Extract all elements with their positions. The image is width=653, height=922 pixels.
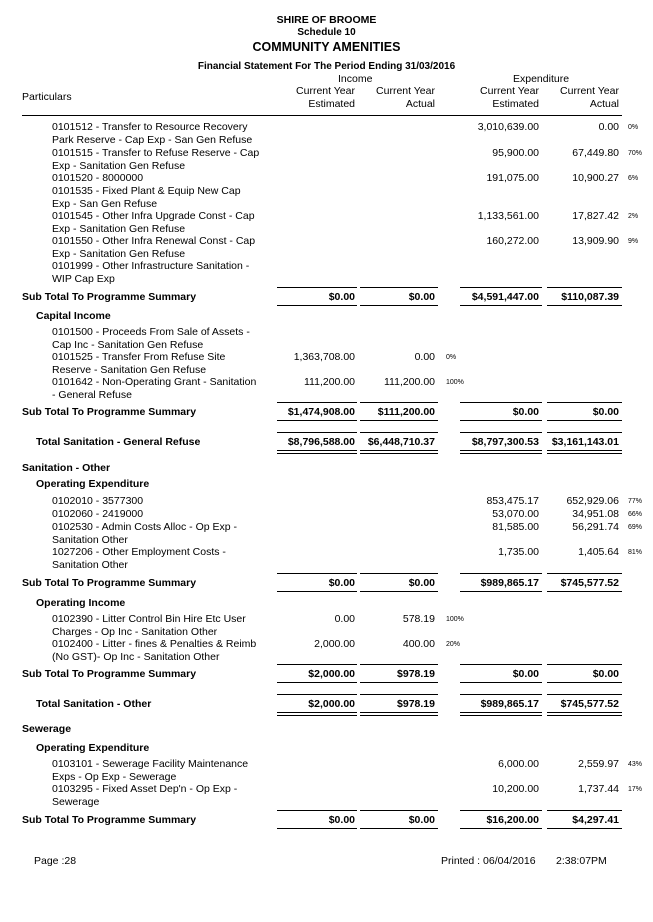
inc-pct-percent: 0% [446, 354, 457, 361]
inc-pct-percent: 20% [446, 641, 461, 648]
subtotal-top-rule [547, 287, 622, 288]
statement-title: Financial Statement For The Period Ending 31/03/2016 [197, 61, 456, 72]
subtotal-top-rule [360, 573, 438, 574]
subtotal-bottom-rule [547, 828, 622, 829]
exp-pct-percent: 77% [628, 498, 643, 505]
account-description: 0101545 - Other Infra Upgrade Const - Cap [52, 210, 255, 222]
header-current-year: Current Year [296, 85, 355, 97]
exp-act-value: $110,087.39 [561, 291, 619, 303]
account-description: Exp - Sanitation Gen Refuse [52, 247, 186, 260]
income-estimated-header [296, 85, 355, 111]
exp-est-value: 853,475.17 [486, 495, 539, 507]
exp-est-value: $989,865.17 [480, 698, 539, 710]
exp-act-value: 10,900.27 [572, 172, 619, 184]
expenditure-group-header: Expenditure [513, 73, 570, 85]
account-description: 0102010 - 3577300 [52, 495, 144, 507]
subtotal-bottom-rule [277, 591, 357, 592]
exp-est-value: 95,900.00 [492, 147, 539, 159]
subtotal-bottom-rule [547, 420, 622, 421]
subtotal-bottom-rule [547, 591, 622, 592]
account-description: WIP Cap Exp [52, 272, 115, 285]
header-current-year: Current Year [560, 85, 619, 97]
subtotal-bottom-rule [360, 682, 438, 683]
inc-est-value: $0.00 [328, 291, 355, 303]
header-actual: Actual [589, 98, 619, 110]
account-description: Exp - Sanitation Gen Refuse [52, 159, 186, 172]
inc-est-value: 0.00 [334, 613, 355, 625]
subtotal-top-rule [547, 810, 622, 811]
exp-pct-percent: 66% [628, 511, 643, 518]
exp-est-value: 160,272.00 [486, 235, 539, 247]
inc-est-value: $0.00 [328, 814, 355, 826]
inc-act-value: 0.00 [414, 351, 435, 363]
inc-act-value: $111,200.00 [377, 406, 435, 418]
subtotal-bottom-rule [460, 305, 542, 306]
subtotal-label: Sub Total To Programme Summary [22, 406, 197, 418]
subtotal-bottom-rule [360, 828, 438, 829]
exp-pct-percent: 2% [628, 213, 639, 220]
inc-est-value: 2,000.00 [314, 638, 355, 650]
subtotal-bottom-rule [360, 712, 438, 716]
exp-pct-percent: 69% [628, 524, 643, 531]
subtotal-bottom-rule [460, 712, 542, 716]
subtotal-top-rule [460, 287, 542, 288]
subtotal-bottom-rule [360, 305, 438, 306]
account-description: 1027206 - Other Employment Costs - [52, 546, 226, 558]
exp-act-value: $745,577.52 [560, 577, 619, 589]
inc-pct-percent: 100% [446, 616, 464, 623]
exp-est-value: 3,010,639.00 [477, 121, 539, 133]
subtotal-top-rule [547, 694, 622, 695]
exp-pct-percent: 0% [628, 124, 639, 131]
total-label: Total Sanitation - Other [36, 698, 152, 710]
subtotal-top-rule [460, 432, 542, 433]
subtotal-top-rule [360, 810, 438, 811]
income-actual-header [376, 85, 435, 111]
account-description: 0102400 - Litter - fines & Penalties & Reimb [52, 638, 257, 650]
account-description: Sewerage [52, 795, 100, 808]
subtotal-top-rule [547, 432, 622, 433]
exp-est-value: 10,200.00 [492, 783, 539, 795]
exp-act-value: $0.00 [592, 406, 619, 418]
subtotal-bottom-rule [277, 305, 357, 306]
account-description: 0101515 - Transfer to Refuse Reserve - Cap [52, 147, 260, 159]
section-label: Sewerage [22, 723, 72, 735]
exp-act-value: 56,291.74 [572, 521, 619, 533]
exp-act-value: $3,161,143.01 [551, 436, 619, 448]
subtotal-bottom-rule [460, 450, 542, 454]
account-description: 0101525 - Transfer From Refuse Site [52, 351, 226, 363]
header-current-year: Current Year [376, 85, 435, 97]
subtotal-bottom-rule [460, 682, 542, 683]
exp-pct-percent: 81% [628, 549, 643, 556]
subtotal-top-rule [277, 287, 357, 288]
exp-est-value: $16,200.00 [486, 814, 539, 826]
account-description: 0101999 - Other Infrastructure Sanitation - [52, 260, 250, 272]
inc-est-value: 111,200.00 [304, 376, 355, 388]
subtotal-bottom-rule [277, 450, 357, 454]
exp-pct-percent: 43% [628, 761, 643, 768]
account-description: Exps - Op Exp - Sewerage [52, 770, 177, 783]
exp-est-value: $0.00 [512, 406, 539, 418]
subtotal-bottom-rule [547, 305, 622, 306]
printed-time: 2:38:07PM [556, 855, 607, 867]
subtotal-bottom-rule [277, 828, 357, 829]
exp-est-value: 191,075.00 [486, 172, 539, 184]
account-description: 0101550 - Other Infra Renewal Const - Cap [52, 235, 256, 247]
exp-est-value: 6,000.00 [498, 758, 539, 770]
account-description: Park Reserve - Cap Exp - San Gen Refuse [52, 133, 253, 146]
subtotal-top-rule [547, 664, 622, 665]
subtotal-label: Sub Total To Programme Summary [22, 291, 197, 303]
exp-act-value: 2,559.97 [578, 758, 619, 770]
exp-est-value: 1,133,561.00 [477, 210, 539, 222]
subtotal-label: Sub Total To Programme Summary [22, 668, 197, 680]
subtotal-label: Sub Total To Programme Summary [22, 577, 197, 589]
header-actual: Actual [405, 98, 435, 110]
account-description: Reserve - Sanitation Gen Refuse [52, 363, 207, 376]
inc-est-value: $2,000.00 [308, 698, 355, 710]
subtotal-top-rule [360, 432, 438, 433]
account-description: 0102060 - 2419000 [52, 508, 144, 520]
inc-act-value: $0.00 [408, 577, 435, 589]
inc-est-value: 1,363,708.00 [293, 351, 355, 363]
subtotal-bottom-rule [277, 712, 357, 716]
subtotal-bottom-rule [460, 828, 542, 829]
account-description: Exp - Sanitation Gen Refuse [52, 222, 186, 235]
inc-act-value: $0.00 [408, 291, 435, 303]
exp-est-value: 81,585.00 [492, 521, 539, 533]
account-description: Charges - Op Inc - Sanitation Other [52, 625, 218, 638]
account-description: 0101512 - Transfer to Resource Recovery [52, 121, 248, 133]
subtotal-top-rule [277, 810, 357, 811]
expenditure-estimated-header [480, 85, 539, 111]
exp-act-value: 0.00 [598, 121, 619, 133]
account-description: Cap Inc - Sanitation Gen Refuse [52, 338, 204, 351]
account-description: (No GST)- Op Inc - Sanitation Other [52, 650, 220, 663]
exp-act-value: $4,297.41 [572, 814, 619, 826]
exp-est-value: $989,865.17 [480, 577, 539, 589]
org-name: SHIRE OF BROOME [276, 14, 377, 26]
page-title: COMMUNITY AMENITIES [252, 40, 401, 54]
header-divider [22, 115, 622, 116]
inc-act-value: $0.00 [408, 814, 435, 826]
subtotal-top-rule [277, 664, 357, 665]
inc-act-value: $978.19 [397, 668, 435, 680]
exp-est-value: $8,797,300.53 [471, 436, 539, 448]
subtotal-top-rule [460, 664, 542, 665]
page-number: Page :28 [34, 855, 77, 867]
subtotal-bottom-rule [360, 591, 438, 592]
subtotal-top-rule [460, 573, 542, 574]
subtotal-top-rule [277, 432, 357, 433]
subtotal-bottom-rule [277, 682, 357, 683]
inc-est-value: $1,474,908.00 [287, 406, 355, 418]
exp-act-value: 17,827.42 [572, 210, 619, 222]
total-label: Total Sanitation - General Refuse [36, 436, 201, 448]
subtotal-bottom-rule [360, 420, 438, 421]
printed-date: Printed : 06/04/2016 [441, 855, 536, 867]
exp-est-value: $4,591,447.00 [471, 291, 539, 303]
subtotal-top-rule [460, 694, 542, 695]
account-description: 0101642 - Non-Operating Grant - Sanitation [52, 376, 257, 388]
subtotal-bottom-rule [277, 420, 357, 421]
account-description: 0103101 - Sewerage Facility Maintenance [52, 758, 249, 770]
subtotal-bottom-rule [547, 682, 622, 683]
account-description: Sanitation Other [52, 533, 128, 546]
exp-est-value: $0.00 [512, 668, 539, 680]
account-description: 0102530 - Admin Costs Alloc - Op Exp - [52, 521, 238, 533]
subtotal-top-rule [460, 402, 542, 403]
exp-pct-percent: 70% [628, 150, 643, 157]
exp-pct-percent: 9% [628, 238, 639, 245]
inc-est-value: $0.00 [328, 577, 355, 589]
account-description: 0101535 - Fixed Plant & Equip New Cap [52, 185, 241, 197]
account-description: 0102390 - Litter Control Bin Hire Etc User [52, 613, 246, 625]
income-group-header: Income [338, 73, 373, 85]
section-label: Sanitation - Other [22, 462, 111, 474]
subtotal-label: Sub Total To Programme Summary [22, 814, 197, 826]
subtotal-top-rule [547, 573, 622, 574]
inc-est-value: $2,000.00 [308, 668, 355, 680]
exp-act-value: 67,449.80 [572, 147, 619, 159]
subtotal-bottom-rule [460, 591, 542, 592]
subtotal-bottom-rule [547, 450, 622, 454]
exp-act-value: 1,405.64 [578, 546, 619, 558]
subtotal-top-rule [360, 664, 438, 665]
exp-act-value: 34,951.08 [572, 508, 619, 520]
subtotal-top-rule [360, 287, 438, 288]
account-description: 0101500 - Proceeds From Sale of Assets - [52, 326, 250, 338]
expenditure-actual-header [560, 85, 619, 111]
subtotal-bottom-rule [460, 420, 542, 421]
inc-act-value: 111,200.00 [384, 376, 435, 388]
inc-act-value: 578.19 [402, 613, 435, 625]
schedule-label: Schedule 10 [297, 27, 356, 38]
header-estimated: Estimated [492, 98, 539, 110]
header-current-year: Current Year [480, 85, 539, 97]
subtotal-top-rule [277, 402, 357, 403]
account-description: - General Refuse [52, 388, 132, 401]
heading-label: Operating Expenditure [36, 478, 150, 490]
subtotal-top-rule [460, 810, 542, 811]
exp-act-value: 1,737.44 [578, 783, 619, 795]
inc-est-value: $8,796,588.00 [287, 436, 355, 448]
exp-act-value: 652,929.06 [566, 495, 619, 507]
exp-act-value: 13,909.90 [572, 235, 619, 247]
particulars-header: Particulars [22, 91, 72, 103]
exp-pct-percent: 6% [628, 175, 639, 182]
heading-label: Operating Income [36, 597, 126, 609]
header-estimated: Estimated [308, 98, 355, 110]
subtotal-top-rule [360, 402, 438, 403]
exp-est-value: 53,070.00 [492, 508, 539, 520]
exp-pct-percent: 17% [628, 786, 643, 793]
account-description: 0101520 - 8000000 [52, 172, 144, 184]
inc-act-value: $6,448,710.37 [367, 436, 435, 448]
heading-label: Operating Expenditure [36, 742, 150, 754]
heading-label: Capital Income [36, 310, 111, 322]
inc-act-value: 400.00 [402, 638, 435, 650]
subtotal-top-rule [277, 573, 357, 574]
exp-act-value: $0.00 [592, 668, 619, 680]
inc-pct-percent: 100% [446, 379, 464, 386]
subtotal-bottom-rule [547, 712, 622, 716]
account-description: Sanitation Other [52, 558, 128, 571]
account-description: Exp - San Gen Refuse [52, 197, 158, 210]
exp-act-value: $745,577.52 [560, 698, 619, 710]
subtotal-top-rule [277, 694, 357, 695]
inc-act-value: $978.19 [397, 698, 435, 710]
subtotal-top-rule [360, 694, 438, 695]
subtotal-top-rule [547, 402, 622, 403]
exp-est-value: 1,735.00 [498, 546, 539, 558]
subtotal-bottom-rule [360, 450, 438, 454]
account-description: 0103295 - Fixed Asset Dep'n - Op Exp - [52, 783, 238, 795]
